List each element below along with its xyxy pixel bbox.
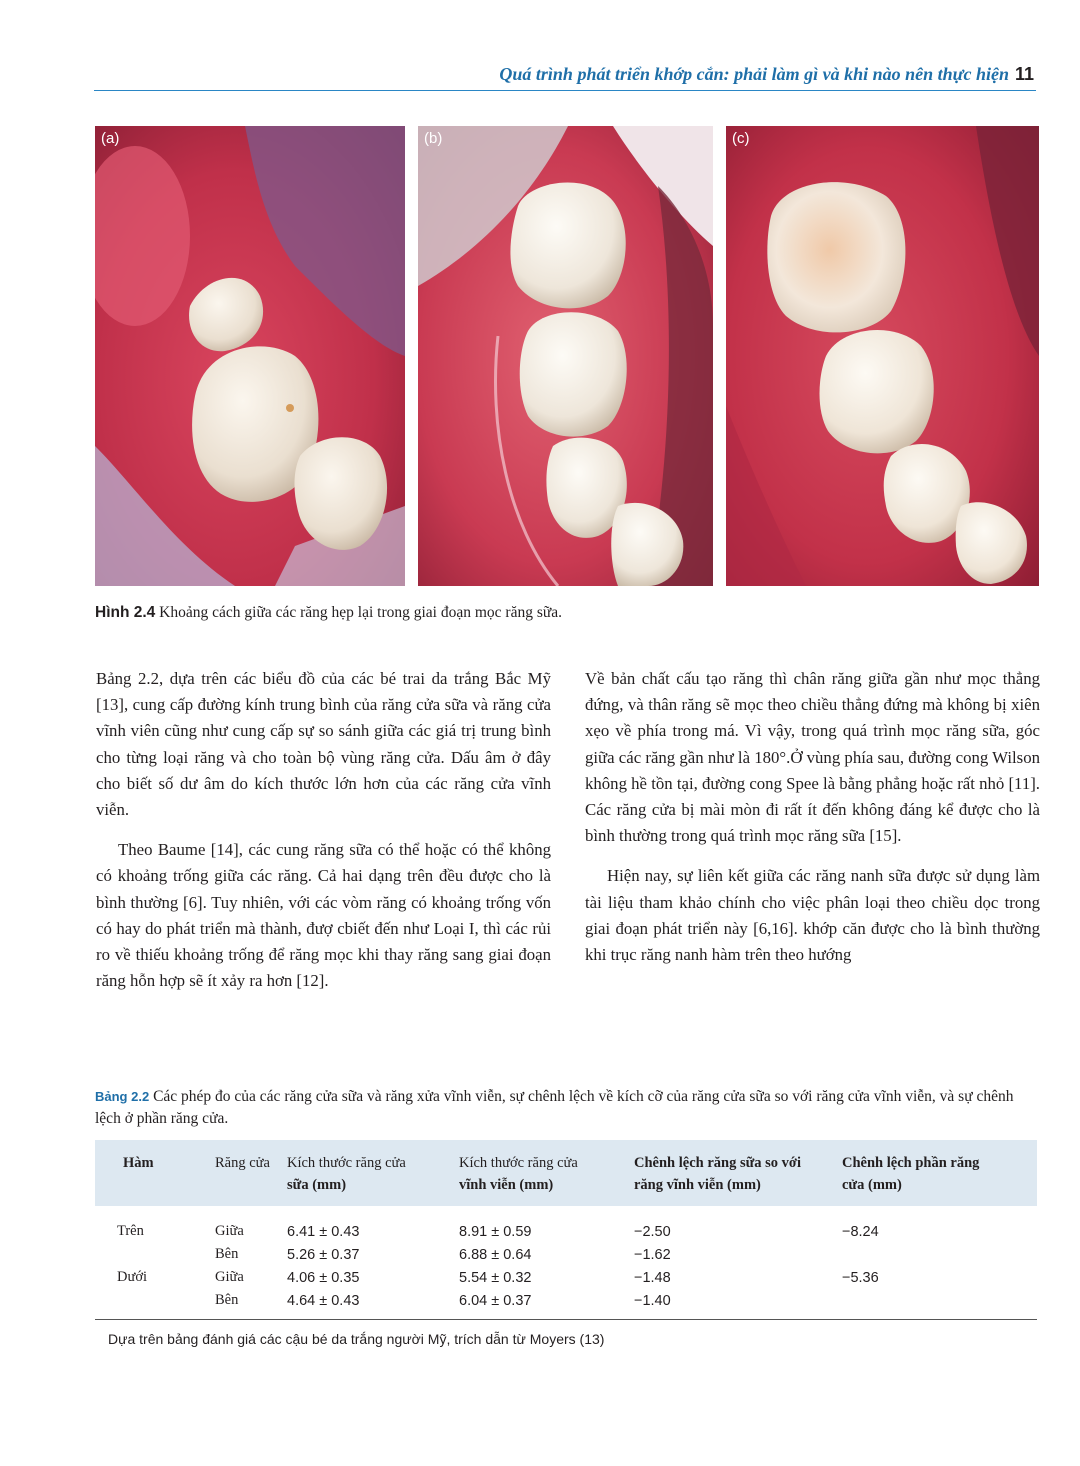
body-column-left	[96, 666, 551, 1008]
dental-photo-c	[726, 126, 1039, 586]
col-header-kt-vinh-vien	[451, 1140, 626, 1206]
table-caption	[95, 1086, 1035, 1130]
header-rule	[94, 90, 1036, 91]
cell-rang: Bên	[215, 1246, 239, 1262]
paragraph: Về bản chất cấu tạo răng thì chân răng giữa gần như mọc thẳng đứng, và thân răng sẽ mọc theo chiều thẳng đứng mà không bị xiên xẹo về phía trong má. Vì vậy, trong quá trình mọc răng sữa, góc giữa các răng gần như là 180°.Ở vùng phía sau, đường cong Wilson không hề tồn tại, đường cong Spee là bằng phẳng hoặc rất nhỏ [11]. Các răng cửa bị mài mòn đi rất ít đến không đáng kể được cho là bình thường trong quá trình mọc răng sữa [15].	[585, 669, 1040, 846]
cell-vinh-vien: 6.04 ± 0.37	[459, 1292, 532, 1309]
paragraph: Hiện nay, sự liên kết giữa các răng nanh sữa được sử dụng làm tài liệu tham khảo chính cho việc phân loại theo chiều dọc trong giai đoạn phát triển này [6,16]. khớp căn được cho là bình thường khi trục răng nanh hàm trên theo hướng	[585, 866, 1040, 965]
data-table	[95, 1140, 1037, 1326]
cell-ham: Trên	[117, 1223, 144, 1239]
photo-panel-c	[726, 126, 1039, 586]
header-line: vĩnh viễn (mm)	[459, 1177, 554, 1193]
cell-vinh-vien: 6.88 ± 0.64	[459, 1246, 532, 1263]
cell-ham	[95, 1289, 207, 1326]
table-bottom-rule	[95, 1319, 1037, 1320]
running-head	[94, 64, 1034, 85]
table-row	[95, 1243, 1037, 1266]
cell-ham: Dưới	[117, 1269, 148, 1285]
table-caption-text: Các phép đo của các răng cửa sữa và răng xửa vĩnh viễn, sự chênh lệch về kích cỡ của răng cửa sữa so với răng cửa vĩnh viễn, và sự chênh lệch ở phần răng cửa.	[95, 1088, 1014, 1127]
cell-sua: 6.41 ± 0.43	[287, 1223, 360, 1240]
col-header-kt-sua	[279, 1140, 451, 1206]
figure-caption	[95, 604, 1035, 622]
photo-panel-a	[95, 126, 405, 586]
cell-sua: 4.64 ± 0.43	[287, 1292, 360, 1309]
dental-photo-b	[418, 126, 713, 586]
col-header-rang-cua: Răng cửa	[215, 1155, 270, 1171]
figure-caption-text: Khoảng cách giữa các răng hẹp lại trong giai đoạn mọc răng sữa.	[155, 604, 563, 621]
cell-chenh-lech: −1.48	[634, 1269, 671, 1286]
header-line: răng vĩnh viễn (mm)	[634, 1177, 761, 1193]
cell-vinh-vien: 5.54 ± 0.32	[459, 1269, 532, 1286]
figure-caption-label: Hình 2.4	[95, 604, 156, 621]
cell-ham	[95, 1243, 207, 1266]
header-line: Chênh lệch phần răng	[842, 1155, 980, 1171]
cell-rang: Giữa	[215, 1223, 244, 1239]
header-line: Kích thước răng cửa	[459, 1155, 578, 1171]
table-row	[95, 1289, 1037, 1326]
dental-photo-a	[95, 126, 405, 586]
paragraph: Theo Baume [14], các cung răng sữa có thể hoặc có thể không có khoảng trống giữa các răng. Cả hai dạng trên đều được cho là bình thường [6]. Tuy nhiên, với các vòm răng có khoảng trống vốn có hay do phát triển mà thành, đượ cbiết đến như Loại I, thì các rủi ro về thiếu khoảng trống để răng mọc khi thay răng sang giai đoạn răng hỗn hợp sẽ ít xảy ra hơn [12].	[96, 840, 551, 991]
paragraph: Bảng 2.2, dựa trên các biểu đồ của các bé trai da trắng Bắc Mỹ [13], cung cấp đường kính trung bình của răng cửa sữa và răng cửa vĩnh viên cũng như cung cấp sự so sánh giữa các giá trị trung bình cho từng loại răng và cho toàn bộ vùng răng cửa. Dấu âm ở đây cho biết số dư âm do kích thước lớn hơn của các răng cửa vĩnh viễn.	[96, 669, 551, 820]
cell-phan: −5.36	[842, 1269, 879, 1286]
cell-sua: 5.26 ± 0.37	[287, 1246, 360, 1263]
cell-phan: −8.24	[842, 1223, 879, 1240]
cell-chenh-lech: −1.62	[634, 1246, 671, 1263]
panel-label-c: (c)	[732, 130, 750, 147]
page-number: 11	[1014, 64, 1034, 84]
cell-vinh-vien: 8.91 ± 0.59	[459, 1223, 532, 1240]
cell-phan	[834, 1243, 1037, 1266]
table-caption-label: Bảng 2.2	[95, 1089, 150, 1104]
panel-label-a: (a)	[101, 130, 120, 147]
photo-panel-b	[418, 126, 713, 586]
cell-sua: 4.06 ± 0.35	[287, 1269, 360, 1286]
body-column-right	[585, 666, 1040, 982]
cell-chenh-lech: −2.50	[634, 1223, 671, 1240]
header-line: sữa (mm)	[287, 1177, 347, 1193]
cell-rang: Giữa	[215, 1269, 244, 1285]
running-title: Quá trình phát triển khớp cắn: phải làm gì và khi nào nên thực hiện	[499, 64, 1009, 84]
col-header-chenh-lech-phan	[834, 1140, 1037, 1206]
cell-phan	[834, 1289, 1037, 1326]
header-line: Kích thước răng cửa	[287, 1155, 406, 1171]
header-line: Chênh lệch răng sữa so với	[634, 1155, 801, 1171]
table-header-row	[95, 1140, 1037, 1206]
header-line: cửa (mm)	[842, 1177, 902, 1193]
panel-label-b: (b)	[424, 130, 443, 147]
table-footnote: Dựa trên bảng đánh giá các cậu bé da trắng người Mỹ, trích dẫn từ Moyers (13)	[108, 1331, 605, 1347]
cell-rang: Bên	[215, 1292, 239, 1308]
cell-chenh-lech: −1.40	[634, 1292, 671, 1309]
col-header-ham: Hàm	[123, 1155, 154, 1171]
col-header-chenh-lech	[626, 1140, 834, 1206]
table-row	[95, 1266, 1037, 1289]
table-row	[95, 1206, 1037, 1243]
